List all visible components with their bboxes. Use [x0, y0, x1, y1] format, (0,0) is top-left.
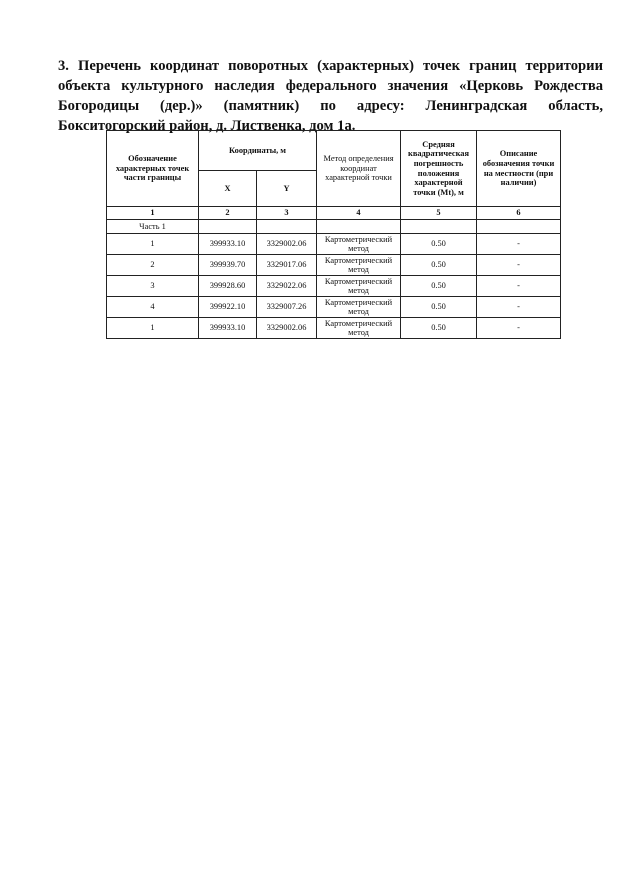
method: Картометрический метод: [317, 255, 401, 276]
method: Картометрический метод: [317, 234, 401, 255]
point-id: 1: [107, 318, 199, 339]
description: -: [477, 318, 561, 339]
section-heading: 3. Перечень координат поворотных (характерных) точек границ территории объекта культурного наследия федерального значения «Церковь Рождества Богородицы (дер.)» (памятник) по адресу: Ленинградская область, Бокситогорский район, д. Лиственка, дом 1а.: [58, 58, 603, 134]
header-description: Описание обозначения точки на местности (при наличии): [477, 131, 561, 207]
x-coordinate: 399928.60: [199, 276, 257, 297]
column-number: 4: [317, 207, 401, 220]
table-row: [107, 255, 561, 276]
description: -: [477, 297, 561, 318]
header-error: Средняя квадратическая погрешность положения характерной точки (Mt), м: [401, 131, 477, 207]
part-label: Часть 1: [107, 220, 199, 234]
header-method: Метод определения координат характерной точки: [317, 131, 401, 207]
table-row: [107, 318, 561, 339]
column-number: 2: [199, 207, 257, 220]
error: 0.50: [401, 276, 477, 297]
description: -: [477, 276, 561, 297]
error: 0.50: [401, 255, 477, 276]
y-coordinate: 3329022.06: [257, 276, 317, 297]
column-numbers-row: [107, 207, 561, 220]
table-row: [107, 276, 561, 297]
part-row: [107, 220, 561, 234]
point-id: 2: [107, 255, 199, 276]
column-number: 5: [401, 207, 477, 220]
point-id: 4: [107, 297, 199, 318]
table-row: [107, 297, 561, 318]
header-coordinates: Координаты, м: [199, 131, 317, 171]
error: 0.50: [401, 318, 477, 339]
method: Картометрический метод: [317, 297, 401, 318]
method: Картометрический метод: [317, 318, 401, 339]
method: Картометрический метод: [317, 276, 401, 297]
header-x: X: [199, 171, 257, 207]
point-id: 3: [107, 276, 199, 297]
point-id: 1: [107, 234, 199, 255]
column-number: 1: [107, 207, 199, 220]
x-coordinate: 399933.10: [199, 318, 257, 339]
coordinates-table: [106, 130, 561, 339]
x-coordinate: 399939.70: [199, 255, 257, 276]
error: 0.50: [401, 234, 477, 255]
column-number: 3: [257, 207, 317, 220]
y-coordinate: 3329017.06: [257, 255, 317, 276]
description: -: [477, 255, 561, 276]
y-coordinate: 3329007.26: [257, 297, 317, 318]
description: -: [477, 234, 561, 255]
y-coordinate: 3329002.06: [257, 234, 317, 255]
header-y: Y: [257, 171, 317, 207]
column-number: 6: [477, 207, 561, 220]
table-row: [107, 234, 561, 255]
x-coordinate: 399922.10: [199, 297, 257, 318]
error: 0.50: [401, 297, 477, 318]
header-designation: Обозначение характерных точек части границы: [107, 131, 199, 207]
x-coordinate: 399933.10: [199, 234, 257, 255]
y-coordinate: 3329002.06: [257, 318, 317, 339]
